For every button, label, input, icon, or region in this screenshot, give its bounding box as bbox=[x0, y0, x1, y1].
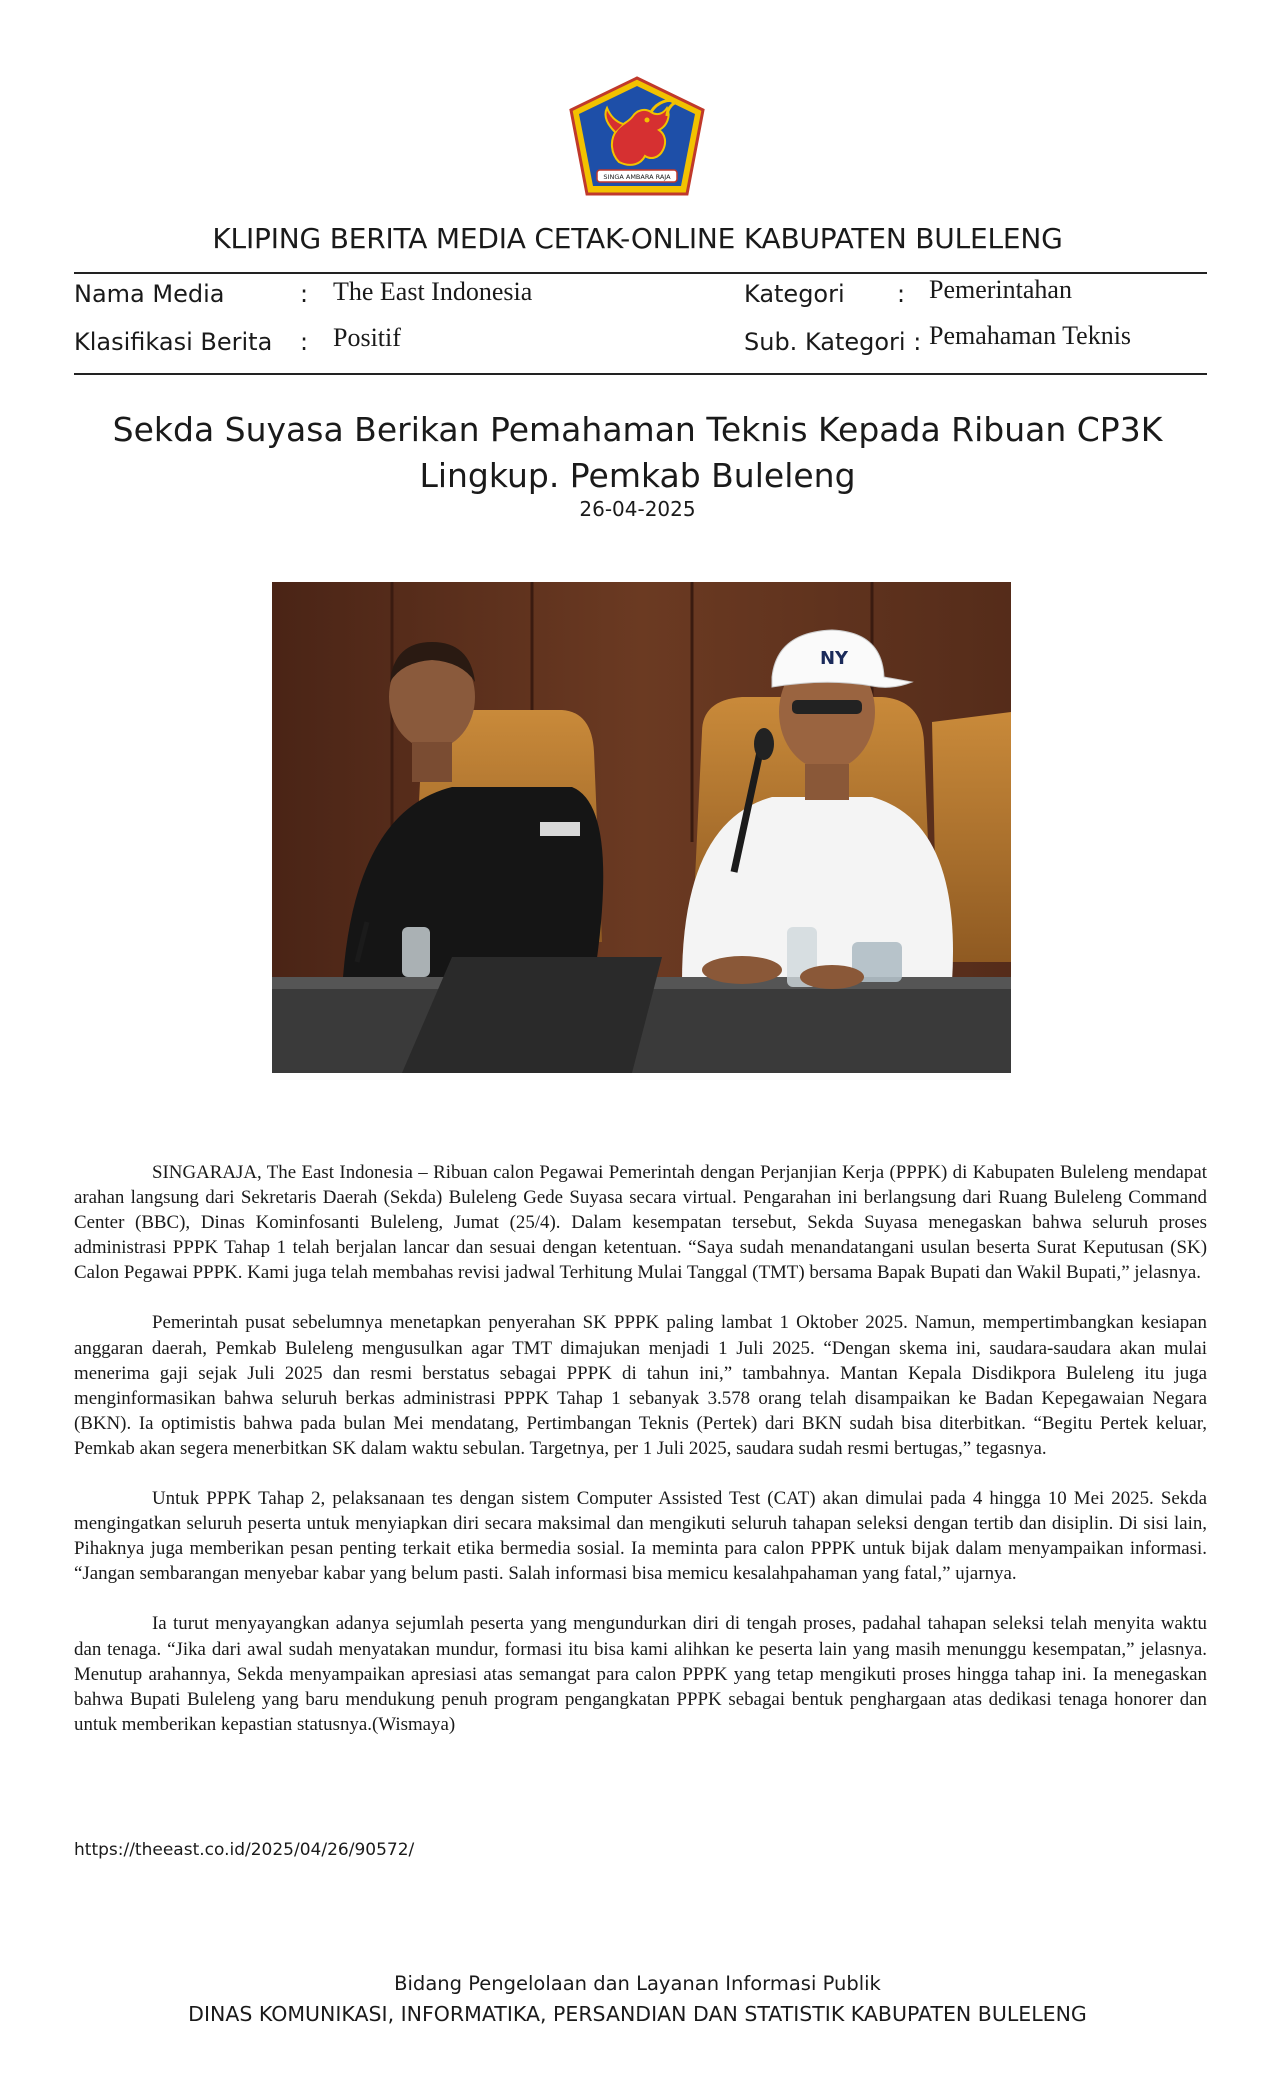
svg-text:NY: NY bbox=[819, 648, 849, 669]
kliping-title: KLIPING BERITA MEDIA CETAK-ONLINE KABUPATEN BULELENG bbox=[212, 222, 1063, 255]
logo-text: SINGA AMBARA RAJA bbox=[603, 173, 671, 181]
header-divider-top bbox=[74, 272, 1207, 274]
header-divider-bottom bbox=[74, 373, 1207, 375]
media-label: Nama Media bbox=[74, 280, 225, 308]
klasifikasi-value: Positif bbox=[333, 323, 401, 352]
kategori-value: Pemerintahan bbox=[929, 275, 1072, 304]
kategori-label: Kategori bbox=[744, 280, 845, 308]
media-colon: : bbox=[300, 280, 309, 308]
article-title: Sekda Suyasa Berikan Pemahaman Teknis Kepada Ribuan CP3K Lingkup. Pemkab Buleleng bbox=[112, 410, 1163, 495]
klasifikasi-colon: : bbox=[300, 328, 309, 356]
footer-department: Bidang Pengelolaan dan Layanan Informasi Publik bbox=[394, 1972, 881, 1995]
singa-ambara-raja-crest-icon bbox=[567, 76, 707, 200]
article-paragraph-2: Pemerintah pusat sebelumnya menetapkan penyerahan SK PPPK paling lambat 1 Oktober 2025. Namun, mempertimbangkan kesiapan anggaran daerah, Pemkab Buleleng mengusulkan agar TMT dimajukan menjadi 1 Juli 2025. “Dengan skema ini, saudara-saudara akan mulai menerima gaji sejak Juli 2025 dan resmi berstatus sebagai PPPK di tahun ini,” tambahnya. Mantan Kepala Disdikpora Buleleng itu juga menginformasikan bahwa seluruh berkas administrasi PPPK Tahap 1 sebanyak 3.578 orang telah disampaikan ke Badan Kepegawaian Negara (BKN). Ia optimistis bahwa pada bulan Mei mendatang, Pertimbangan Teknis (Pertek) dari BKN sudah bisa diterbitkan. “Begitu Pertek keluar, Pemkab akan segera menerbitkan SK dalam waktu sebulan. Targetnya, per 1 Juli 2025, saudara sudah resmi bertugas,” tegasnya. bbox=[74, 1312, 1207, 1459]
article-paragraph-3: Untuk PPPK Tahap 2, pelaksanaan tes dengan sistem Computer Assisted Test (CAT) akan dimulai pada 4 hingga 10 Mei 2025. Sekda mengingatkan seluruh peserta untuk menyiapkan diri secara maksimal dan mengikuti seluruh tahapan seleksi dengan tertib dan disiplin. Di sisi lain, Pihaknya juga memberikan pesan penting terkait etika bermedia sosial. Ia meminta para calon PPPK untuk bijak dalam menyampaikan informasi. “Jangan sembarangan menyebar kabar yang belum pasti. Salah informasi bisa memicu kesalahpahaman yang fatal,” ujarnya. bbox=[74, 1488, 1207, 1585]
media-value: The East Indonesia bbox=[333, 277, 533, 306]
subkategori-value: Pemahaman Teknis bbox=[929, 321, 1132, 350]
article-paragraph-4: Ia turut menyayangkan adanya sejumlah peserta yang mengundurkan diri di tengah proses, padahal tahapan seleksi telah menyita waktu dan tenaga. “Jika dari awal sudah menyatakan mundur, formasi itu bisa kami alihkan ke peserta lain yang masih menunggu kesempatan,” jelasnya. Menutup arahannya, Sekda menyampaikan apresiasi atas semangat para calon PPPK yang tetap mengikuti proses hingga tahap ini. Ia menegaskan bahwa Bupati Buleleng yang baru mendukung penuh program pengangkatan PPPK sebagai bentuk penghargaan atas dedikasi tenaga honorer dan untuk memberikan kepastian statusnya.(Wismaya) bbox=[74, 1613, 1207, 1735]
press-conference-photo bbox=[272, 582, 1011, 1073]
kategori-colon: : bbox=[897, 280, 906, 308]
footer-agency: DINAS KOMUNIKASI, INFORMATIKA, PERSANDIAN DAN STATISTIK KABUPATEN BULELENG bbox=[188, 2002, 1087, 2026]
klasifikasi-label: Klasifikasi Berita bbox=[74, 328, 273, 356]
article-body bbox=[74, 1160, 1207, 1762]
subkategori-label: Sub. Kategori : bbox=[744, 328, 922, 356]
source-url-link[interactable]: https://theeast.co.id/2025/04/26/90572/ bbox=[74, 1840, 415, 1860]
article-paragraph-1: SINGARAJA, The East Indonesia – Ribuan calon Pegawai Pemerintah dengan Perjanjian Kerja (PPPK) di Kabupaten Buleleng mendapat arahan langsung dari Sekretaris Daerah (Sekda) Buleleng Gede Suyasa secara virtual. Pengarahan ini berlangsung dari Ruang Buleleng Command Center (BBC), Dinas Kominfosanti Buleleng, Jumat (25/4). Dalam kesempatan tersebut, Sekda Suyasa menegaskan bahwa seluruh proses administrasi PPPK Tahap 1 telah berjalan lancar dan sesuai dengan ketentuan. “Saya sudah menandatangani usulan beserta Surat Keputusan (SK) Calon Pegawai PPPK. Kami juga telah membahas revisi jadwal Terhitung Mulai Tanggal (TMT) bersama Bapak Bupati dan Wakil Bupati,” jelasnya. bbox=[74, 1162, 1207, 1284]
article-date: 26-04-2025 bbox=[579, 497, 696, 521]
